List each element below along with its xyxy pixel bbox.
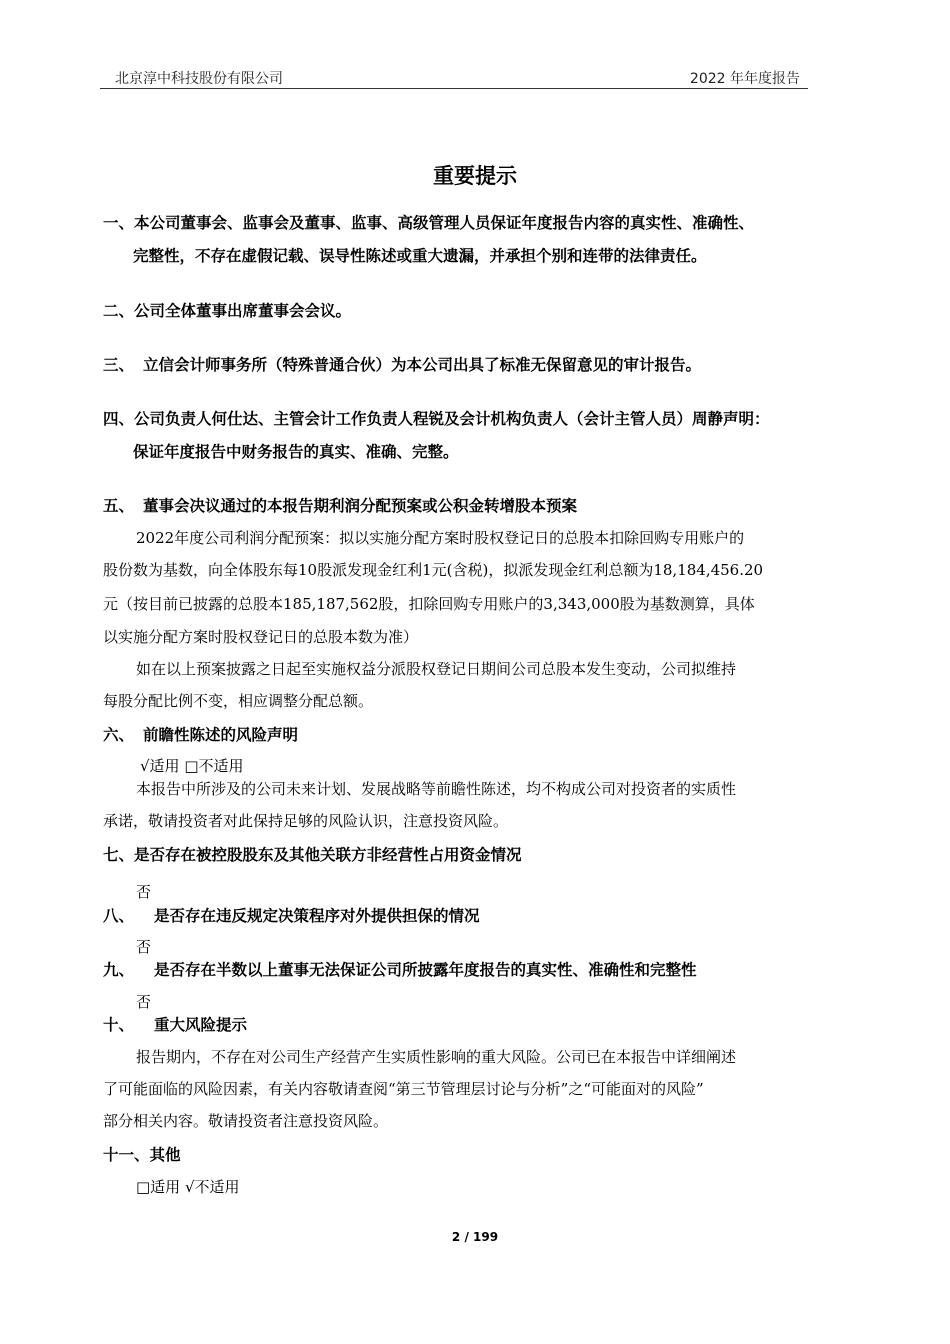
section-5-para-2-line: 每股分配比例不变，相应调整分配总额。 xyxy=(103,692,374,710)
section-6-label: 六、 xyxy=(103,726,135,744)
section-5-para-2-line: 如在以上预案披露之日起至实施权益分派股权登记日期间公司总股本发生变动，公司拟维持 xyxy=(136,660,737,678)
section-1-line-2: 完整性，不存在虚假记载、误导性陈述或重大遗漏，并承担个别和连带的法律责任。 xyxy=(133,247,707,265)
section-8-label: 八、 xyxy=(103,907,135,925)
section-10-para-line: 报告期内，不存在对公司生产经营产生实质性影响的重大风险。公司已在本报告中详细阐述 xyxy=(136,1048,737,1066)
section-5-para-1-line: 元（按目前已披露的总股本185,187,562股，扣除回购专用账户的3,343,000股为基数测算，具体 xyxy=(103,595,755,613)
section-10-label: 十、 xyxy=(103,1016,135,1034)
section-7-answer: 否 xyxy=(136,883,152,901)
section-5-para-1-line: 以实施分配方案时股权登记日的总股本数为准） xyxy=(103,628,419,646)
section-4-line-2: 保证年度报告中财务报告的真实、准确、完整。 xyxy=(133,443,459,461)
section-5-para-1-line: 2022年度公司利润分配预案：拟以实施分配方案时股权登记日的总股本扣除回购专用账户的 xyxy=(136,529,745,547)
section-11-heading: 十一、其他 xyxy=(103,1146,181,1164)
section-10-para-line: 了可能面临的风险因素，有关内容敬请查阅“第三节管理层讨论与分析”之“可能面对的风险” xyxy=(103,1080,704,1098)
page-title: 重要提示 xyxy=(433,164,517,188)
section-6-applicable: √适用 □不适用 xyxy=(140,757,244,775)
section-8-heading: 是否存在违反规定决策程序对外提供担保的情况 xyxy=(154,907,480,925)
section-5-heading: 董事会决议通过的本报告期利润分配预案或公积金转增股本预案 xyxy=(143,497,578,515)
section-7-heading: 七、是否存在被控股股东及其他关联方非经营性占用资金情况 xyxy=(103,846,522,864)
section-10-heading: 重大风险提示 xyxy=(154,1016,248,1034)
section-5-label: 五、 xyxy=(103,497,135,515)
section-6-para-line: 本报告中所涉及的公司未来计划、发展战略等前瞻性陈述，均不构成公司对投资者的实质性 xyxy=(136,780,737,798)
section-9-heading: 是否存在半数以上董事无法保证公司所披露年度报告的真实性、准确性和完整性 xyxy=(154,961,697,979)
header-company: 北京淳中科技股份有限公司 xyxy=(115,71,283,87)
section-6-heading: 前瞻性陈述的风险声明 xyxy=(143,726,299,744)
section-6-para-line: 承诺，敬请投资者对此保持足够的风险认识，注意投资风险。 xyxy=(103,812,509,830)
section-9-answer: 否 xyxy=(136,993,152,1011)
section-3-label: 三、 xyxy=(103,356,135,374)
section-10-para-line: 部分相关内容。敬请投资者注意投资风险。 xyxy=(103,1112,389,1130)
section-9-label: 九、 xyxy=(103,961,135,979)
section-4-line-1: 四、公司负责人何仕达、主管会计工作负责人程锐及会计机构负责人（会计主管人员）周静声明： xyxy=(103,410,770,428)
section-5-para-1-line: 股份数为基数，向全体股东每10股派发现金红利1元(含税)，拟派发现金红利总额为18,184,456.20 xyxy=(103,561,764,579)
section-3-text: 立信会计师事务所（特殊普通合伙）为本公司出具了标准无保留意见的审计报告。 xyxy=(143,356,702,374)
page-number: 2 / 199 xyxy=(451,1230,499,1244)
header-divider xyxy=(100,88,808,89)
section-8-answer: 否 xyxy=(136,938,152,956)
section-2: 二、公司全体董事出席董事会会议。 xyxy=(103,302,352,320)
section-1-line-1: 一、本公司董事会、监事会及董事、监事、高级管理人员保证年度报告内容的真实性、准确性、 xyxy=(103,214,755,232)
section-11-applicable: □适用 √不适用 xyxy=(136,1178,240,1196)
header-report-title: 2022 年年度报告 xyxy=(689,71,800,87)
